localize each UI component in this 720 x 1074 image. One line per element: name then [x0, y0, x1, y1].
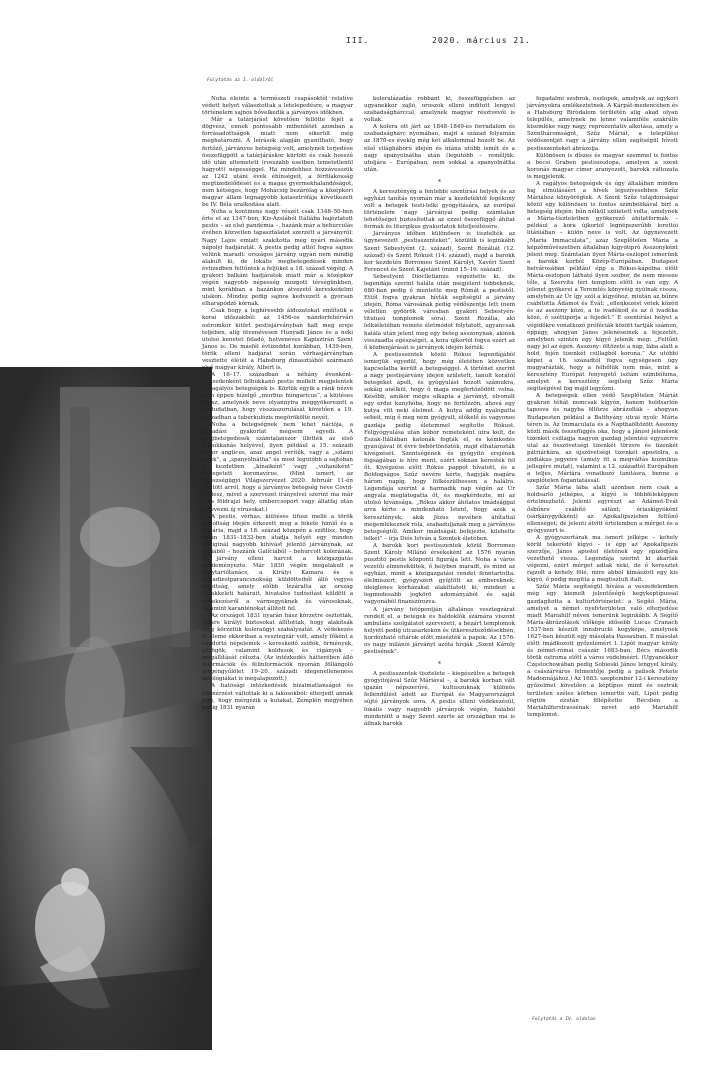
- article-paragraph: Az országot 1831 nyarán hász körzetre osztották, élükre királyi biztosokat állítottak, hogy alakítsák meg körzetük koleraügyi szabályzatát. A védekezés fő eleme ekkoriban a vesztegzár volt, amely főként a vándorló népelemek – kereskedő zsidók, örmények, görögök, valamint koldusok és cigányok – megállítását célozta. (Az intézkedés hátterében álló információk és félinformációk nyomán föllángoló idegengyűlölet 19–20. századi idegenelleneness ideológiákat is megalapozott.): [202, 612, 353, 683]
- article-paragraph: Járványos időben különösen is tisztelték az úgynevezett „pestisszenteket”, közülük is leginkább Szent Sebestyént (2. század), Szent Rozáliát (12. század) és Szent Rókust (14. század), majd a barokk kor kezdetén Borromeo Szent Károlyt, Xavéri Szent Ferencet és Szent Kajetánt (mind 15–16. század).: [364, 231, 515, 273]
- article-paragraph: Szűz Mária lába alatt azonban nem csak a holdsarló jelképes, a kígyó is többféleképpen értelmezhető. Jelenti egyrészt az Ádámot-Évát ősbűnre csábító sátánt; óriáskígyóként (sárkánygyíkként) az Apokalipszisben feltűnő ellenséget; de jelenti átvitt értelemben a mérget és a gyógyszert is.: [527, 485, 678, 534]
- article-paragraph: A ragályos betegségek és úgy általában minden baj elmúlásáért a hívek legszívesebben Szűz Máriához könyörögtek. A Szent Szűz tulajdonságai közül egy különösen is fontos szimbolikával bírt a betegség idején: bűn nélkül született volta, amelynek a Mária-tiszteletben gyökerező áhítatformák – például a kora újkortól legnépszerűbb lorettói litániában – külön neve is volt. Az úgynevezett „Maria Immaculata”, azaz Szeplőtelen Mária a képzőművészetben általában kígyótipró Asszonyként jelent meg. Számtalan ilyen Mária-oszlopot ismerünk a barokk korból Közép-Európában. Budapest belvárosában például épp a Rókus-kápolna előtt Mária-oszlopon látható ilyen szobor, de nem messze tőle, a Szervita téri templom előtt is van egy. A jelenet gyökerei a Teremtés könyvéig nyúlnak vissza, amelyben az Úr így szól a kígyóhoz, miután az bűnre csábította Ádámot és Évát: „ellenkezést vetek közéd és az asszony közé, a te ivadékod és az ő ivadéka közé, ő széttiporja a fejedet.” E szentírási helyet a végidőkre vonatkozó próféciák között tartják számon, éppúgy, ahogyan János jelenéseinek a fejezetét, amelyben szintén egy kígyó jelenik meg: „Feltűnt nagy jel az égen. Asszony: öltözete a nap, lába alatt a hold, fején tizenkét csillagból korona.” Az utóbbi képet a 16. századtól fogva egységesen úgy magyarázták, hogy a felhőlük nem más, mint a keresztény Európát fenyegető iszlám szimbóluma, amelyet a keresztény segítség Szűz Mária segítségével fog majd legyőzni.: [527, 180, 678, 393]
- article-paragraph: Már a tatárjárást követően fellötte fejét a dögvész, ennek pontosabb mibenlétét azonban a forrásadottságok miatt nem sikerült még meghatározni. A leírások alapján gyanítható, hogy fertőző, járványos betegség volt, amelynek terjedése összefüggött a tatárjáráskor kiirtott és csak hosszú idő után eltemetett (rosszabb esetben temetetlenül hagyott) népességgel. Ha mindehhez hozzávesszük az 1242 utáni évek éhínségeit, a férfilakosság megtizedelődését és a magas gyermekhalandóságot, nem kétséges, hogy Mohácsig bezárólag a középkori magyar állam legnagyobb katasztrófája következett be IV. Béla uralkodása alatt.: [202, 117, 353, 209]
- painting-illustration: [0, 367, 212, 1050]
- article-paragraph: A pestis, vérhas, kiütéses tífusz mellé a török hódoltság idején érkezett meg a fekete himlő és a malária, majd a 18. század közepén a szifilisz, hogy aztán 1831–1832-ben átadja helyét egy minden addiginál nagyobb kihívást jelentő járványnak, az Indiából – hozzánk Galíciából – behurcolt kolerának. A járvány elleni harcot a közigazgatás kezdeményezte. Már 1830 végén megalakult a Helytartótanács, a Királyi Kamara és a Főhadtestparancsnokság küldötteiből álló vegyes bizottság, amely előbb lezáratta az ország északkeleti határait, hivatalos tudósítást küldött a védekezésről a vármegyéknek és városoknak, valamint karanténokat állított fel.: [202, 513, 353, 612]
- text-column-2: [364, 96, 515, 728]
- article-paragraph: Noha a kontinens nagy részét csak 1348–50-ben érte el az 1347-ben, Kis-Ázsiából Itáliába hajóztatott pestis – az első pandémia –, hazánk már a behurcolás évében közvetlen tapasztalatot szerzett a járványról: Nagy Lajos emiatt szakította meg nyári második nápolyi hadjáratát. A pestis pedig attól fogva sajnos velünk maradt: országos járvány ugyan nem mindig alakult ki, de lokális megbetegedések minden évtizedben feltűntek a feljüket a 18. század végéig. A gyakori balkáni hadjáratok miatt már a középkor végén nagyobb népesség mozgott térségünkben, mint korábban a hazánkon átvezető kereskedelmi utakon. Mindez pedig sajnos kedvezett a gyorsan elharapódzó kórnak.: [202, 209, 353, 308]
- article-paragraph: A betegségek ellen védő Szeplőtelen Máriát gyakran téhát nemcsak kígyón, hanem holdsarlón taposva és nagyba öltözve ábrázolták – ahogyan Budapesten például a Batthyány utcai nyolc Mária téren is. Az Immaculata és a Naptbaöltözött Asszony közti másik összefüggés oka, hogy a jánosi jelenések tizenkét csillagja nagyon gazdag jelentési egyszerre utal az összövetségi tizenkét törzsre és tizenkét pátriárkára, az újszövetségi tizenkét apostolra, a zodiákus jegyeire (amely itt a megváltás kozmikus jellegére mutat), valamint a 12. századtól Európában a teljes, Máriára vonatkozó tanításra, benne a szeplőtelen fogantatással.: [527, 393, 678, 485]
- page-header: [0, 36, 720, 50]
- article-paragraph: fogadalmi szobrok, oszlopok, amelyek az egykori járványokra emlékeztetnek. A Kárpát-medencében és a Habsburg Birodalom területén alig akad olyan település, amelynek ne lenne valamiféle szakrális kisemléke vagy nagy, reprezentatív alkotása, amely a Szentháromságot, Szűz Máriát, a települési védőszentjét vagy a járvány ellen segítségül hívott pestisszenteket ábrázolja.: [527, 96, 678, 152]
- article-paragraph: A pestisszentek közül Rókus legendájából ismerjük egyedül, hogy még életében közvetlen kapcsolatba került a betegséggel. A történet szerint a nagy pestisjárvány idején született, tanult korától betegeket ápolt, és gyógyulást hozott számukra, sokáig anélkül, hogy ő maga megfertőződött volna. Később, amikor mégis elkapta a járványt, elvonult egy erdei kunyhóba, hogy ne fertőzzön, ahová egy kutya vitt neki élelmet. A kutya addig nyalogatta sebeit, míg ő meg nem gyógyult, előkelő és vagyonos gazdája pedig életemmel segítette Rókust. Felgyógyulása után kóbor remeteként útra kelt, de Észak-Itáliában katonák fogták el, és kémkedés gyanújával öt évre bebörtönözték, majd elhatározták kivégzését. Szentségének és gyógyító erejének fogságában is híre ment, ezért soknan keresték fel őt. Kivégzése előtt Rókus pappot hívatott, és a Boldogságos Szűz nevére kérte, hagyják magára három napig, hogy fölkészülhessen a halálra. Legendája szerint a harmadik nap végén az Úr angyala meglátogatta őt, és megkérdezte, mi az utolsó kívánsága. „Rókus akkor áhítatos imádsággal arra kérte a mindenható Istent, hogy azok a keresztények, akik Jézus nevében áhítattal megemlékeznek róla, szabaduljanak meg a járványos betegségtől. Amikor imádságát befejezte, kilehelte lelkét” – írja Diós István a Szentek életében.: [364, 351, 515, 542]
- text-column-1: [202, 96, 353, 712]
- page-number: III.: [346, 36, 370, 45]
- article-paragraph: A gyógyszertárak ma ismert jelképe – kehely körül tekeredő kígyó – is épp az Apokalipszis szerzője, János apostol életének egy epizódjára vezethető vissza. Legendája szerint ki akarták végezni, ezért mérget adtak neki, de ő keresztet rajzolt a kehely fölé, mire abból kimászott egy kis kígyó, ő pedig megitta a megtisztult italt.: [527, 534, 678, 584]
- continued-from-note: Folytatás az I. oldalról: [207, 78, 274, 83]
- issue-date: 2020. március 21.: [432, 36, 531, 45]
- article-paragraph: A pestisszentek tisztelete – kiegészülve a betegek gyógyítójával Szűz Máriával –, a barokk korban vált igazán népszerűvé, kultuszuknak különös fellendülést adott az Európát és Magyarországot sújtó járványok sora. A pestis elleni védekezésül, lokális vagy nagyobb járványok végén, hálából mindenütt a nagy Szent szerte az országban ma is állnak barokk: [364, 671, 515, 727]
- painting-image: [0, 367, 212, 1050]
- article-paragraph: Noha eleinte a természeti csapásoktól relatíve védett helyet választottak a letelepedésre, a magyar történelem sajnos bővelkedik a járványos időkben.: [202, 96, 353, 117]
- article-paragraph: A hatósági intézkedések bizalmatlanságot és ellenérzést váltottak ki a lakosokból: elterjedt annak híre, hogy mérgezik a kutakat, Zemplén megyében pedig 1831 nyarán: [202, 683, 353, 711]
- section-divider: *: [438, 661, 441, 669]
- article-paragraph: A keresztényég a fentebbi szentírási helyek és az egyházi tanítás nyomán már a kezdetektől fogékony volt a betegek testi-lelki gyógyítására, az európai történelem nagy járványai pedig számtalan lehetőséget biztosítottak az ezzel összefüggő áhítat formák és liturgikus gyakorlatok kiteljesítésére.: [364, 188, 515, 231]
- article-paragraph: Csak hogy a leghíresebb áldozatokat említsük e korai időszakból: az 1456-os nándorfehérvári ostromkor kitört pestisjárványban halt meg ereje teljében, alig ötvenévesen Hunyadi János és a neki utolsó kenetet feladó, hetvenéves Kapisztrán Szent János is. De másfél évtizeddel korábban, 1439-ben, török elleni hadjárat során vérhasjárványban vesztette életét a Habsburg dinasztiából származó első magyar király, Albert is.: [202, 308, 353, 371]
- article-paragraph: Szűz Mária segítségül hívása a veszedelemben még egy kiemelt jelentőségű kegyképtípussal gazdagította a kultúrtörténetet: a Segítő Mária, amelyet a német nyelvterületen való elterjedése miatt Mariahilf néven ismerünk leginkább. A Segítő Mária-ábrázolások előképe idősebb Lucas Cranach 1537-ben készült innsbrucki kegyképe, amelynek 1627-ben készült egy másolata Passauban. E másolat előtt imádkozott győzelemért I. Lipót magyar király és német-római császár 1683-ban, Bécs második török ostroma előtt a város védelméért. (Ugyanekkor Częstochowában pedig Sobieski János lengyel király, a császárváros felmentője pedig a palisok Fekete Madonnájához.) Az 1683. szeptember 12-i keresztény győzelmet követően a képtípus mind és osztrák területen széles körben ismertté vált, Lipót pedig rögtön ezután fölépítette Bécsben a Mariahilferstrassénak nevet adó Mariahilf templomot.: [527, 584, 678, 718]
- text-column-3: [527, 96, 678, 719]
- article-paragraph: A barokk kori pestisszentek közül Borromeo Szent Károly Milánó érsekeként az 1576 nyarán pusztító pestis központi figurája lett. Noha a város vezetői elmenekültek, ő helyben maradt, és mind az egyházi, mind a közigazgatási rendet fenntartotta: élelmiszert, gyógyszert gyűjtött az embereknek, ideiglenes kórházakat alakíttatott ki, mindezt a legmodesabb jogkörö adományából és saját vagyonából finanszírozva.: [364, 542, 515, 606]
- article-paragraph: koleralázadás robbant ki, összefüggésben az ugyanekkor zajló, oroszok elleni indított lengyel szabadságharccal, amelynek magyar résztvevői is voltak.: [364, 96, 515, 124]
- article-paragraph: A 16–17. században a néhány évenként-évtizedenként felbukkanó pestis mellett megjelentek új ragályos betegségek is. Köztük egyik a ránk nézve nem éppen hízelgő „morbus hungaricus”, a kiütéses tífusz, amelynek neve olyannyira meggyökerezett a köztudatban, hogy visszaszorulását követően a 19. században a tuberkulózis megörökölte nevét.: [202, 372, 353, 421]
- section-divider: *: [438, 178, 441, 186]
- article-paragraph: A kolera ott járt az 1848–1849-es forradalom és szabadságharc nyomában, majd a század folyamán az 1870-es évekig még két alkalommal hozott be. Az első világháború idején és utána utóbb ismét és a nagy spanyolnátha után (legutóbb – reméljük: utoljára – Európában, nem sokkal a spanyolnátha után.: [364, 124, 515, 173]
- continued-to-note: Folytatás a IV. oldalon: [532, 1017, 596, 1022]
- article-paragraph: A járvány tetőpontján általános vesztegzárat rendelt el, a betegek és haldoklók számára viszont ambuláns szolgálatot szervezett, a bezárt templomok helyett pedig utcasarkokon és útkereszteződésekben, hordozható oltárok előtt misézték a papok. Az 1576-os nagy milánói járványt azóta hívják „Szent Károly pestisének”.: [364, 606, 515, 656]
- article-paragraph: Sebestyént Dioclletianus végeztette ki, de legendája szerint halála után megjelent tobbeknek, 680-ban pedig ő mentette meg Rómát a pestistől. Ettől fogva gyakran hívták segítségül a járvány idején, Róma városának pedig védőszentje lett (nem véletlen gyöörök városban gyakori Sebestyén-titulusú templomok sora). Szent Rozália, aki lelkiéletéban remete életmódot folytatott, ugyancsak halála után jelent meg egy beteg asszonynak, akinek visszaadta egészségét, a kora újkortól fogva ezért az ő közbenjárását is járványok idején kérték.: [364, 273, 515, 351]
- article-paragraph: Noha a betegségnek nem lehet nációja, a névadási gyakorlat mégsem egyedi. A megbetegedések számtalanszor illették az első felbukkanás helyével, ilyen például a 15. századi sudor anglicus, azaz angol veríték, vagy a „szlámi ikrek”, a „spanyolnátha” és most legutóbb a sajtóban is kezdetben „kínaiként” vagy „vuhaniként” emlegetett koronavírus. (Mint ismert, az Egészségügyi Világszervezet 2020. február 11-én döntött arról, hogy a járványos betegség neve Covid-19 lesz, mivel a szervezet irányelvei szerint ma már tilos földrajzi hely, embercsoport vagy állatfaj után elnevezni új vírusokat.): [202, 421, 353, 513]
- article-paragraph: Különösen is díszes és magyar szemmel is fontos a bécsi Graben pestisoszlopa, amelyen a szent koronás magyar címer aranyozott, barokk változata is megjelenik.: [527, 152, 678, 180]
